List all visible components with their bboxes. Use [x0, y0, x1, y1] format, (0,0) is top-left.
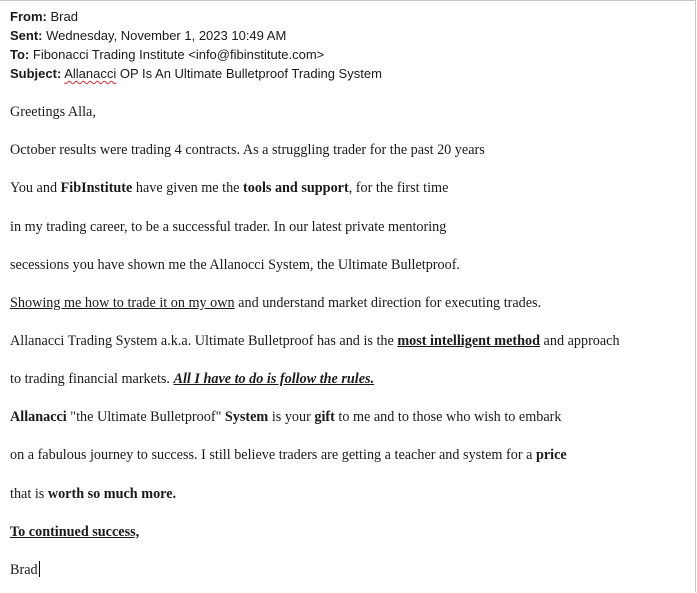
from-value[interactable]: Brad [50, 9, 78, 24]
text-run: is your [268, 409, 315, 425]
subject-misspelled-word[interactable]: Allanacci [64, 66, 117, 81]
subject-row [10, 66, 382, 82]
text-run-bold: FibInstitute [60, 180, 133, 196]
paragraph-worth [10, 485, 176, 503]
closing-text: To continued success, [10, 524, 140, 540]
sent-row [10, 28, 286, 44]
paragraph-thanks [10, 179, 448, 197]
to-value[interactable]: Fibonacci Trading Institute <info@fibinstitute.com> [32, 47, 325, 62]
text-run: and approach [540, 333, 620, 349]
text-run-bold: Allanacci [10, 409, 67, 425]
closing [10, 523, 139, 541]
signature-text: Brad [10, 562, 38, 578]
greeting: Greetings Alla, [10, 104, 96, 120]
to-label: To: [10, 47, 30, 62]
sent-label: Sent: [10, 28, 43, 43]
text-run-bold-italic-underlined: All I have to do is follow the rules. [173, 371, 375, 387]
text-run: on a fabulous journey to success. I still believe traders are getting a teacher and system for a [10, 447, 536, 463]
text-run: "the Ultimate Bulletproof" [66, 409, 225, 425]
text-run-bold: tools and support [243, 180, 349, 196]
text-run: to me and to those who wish to embark [334, 409, 562, 425]
text-run: and understand market direction for executing trades. [234, 295, 542, 311]
paragraph-system [10, 332, 620, 350]
text-run: to trading financial markets. [10, 371, 174, 387]
paragraph-sessions: secessions you have shown me the Allanocci System, the Ultimate Bulletproof. [10, 257, 460, 273]
paragraph-results: October results were trading 4 contracts. As a struggling trader for the past 20 years [10, 142, 485, 158]
paragraph-career: in my trading career, to be a successful trader. In our latest private mentoring [10, 219, 447, 235]
text-run: that is [10, 486, 48, 502]
from-row [10, 9, 78, 25]
paragraph-gift [10, 408, 561, 426]
text-run: Allanacci Trading System a.k.a. Ultimate Bulletproof has and is the [10, 333, 398, 349]
paragraph-showing [10, 294, 541, 312]
to-row [10, 47, 324, 63]
subject-text: OP Is An Ultimate Bulletproof Trading System [119, 66, 382, 81]
text-run: You and [10, 180, 61, 196]
text-run-bold-underlined: most intelligent method [397, 333, 540, 349]
subject-label: Subject: [10, 66, 62, 81]
paragraph-journey [10, 446, 567, 464]
text-run-bold: worth so much more. [47, 486, 177, 502]
text-cursor [39, 561, 40, 577]
sent-value: Wednesday, November 1, 2023 10:49 AM [46, 28, 287, 43]
text-run-bold: System [224, 409, 269, 425]
text-run-bold: price [535, 447, 567, 463]
signature [10, 561, 40, 579]
text-run-bold: gift [314, 409, 335, 425]
text-run-underlined: Showing me how to trade it on my own [10, 295, 235, 311]
from-label: From: [10, 9, 47, 24]
text-run: have given me the [132, 180, 244, 196]
text-run: , for the first time [348, 180, 449, 196]
paragraph-rules [10, 370, 374, 388]
